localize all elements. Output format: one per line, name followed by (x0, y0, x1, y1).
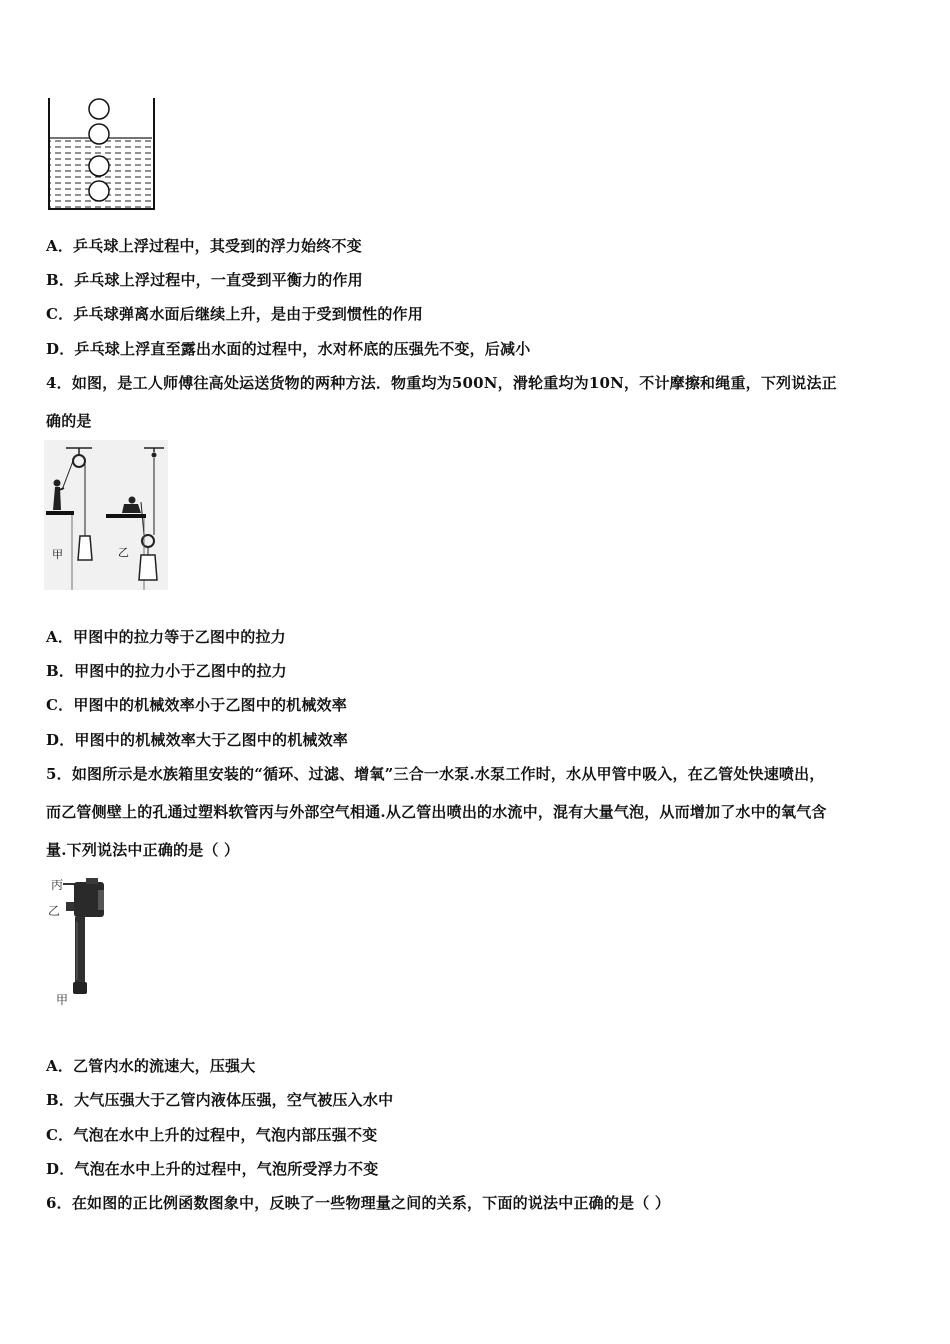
ping-pong-ball (89, 124, 109, 144)
pump-figure (46, 872, 116, 1014)
q4-option-b: B．甲图中的拉力小于乙图中的拉力 (46, 662, 287, 680)
ping-pong-ball (89, 181, 109, 201)
q5-stem-line2: 而乙管侧壁上的孔通过塑料软管丙与外部空气相通.从乙管出喷出的水流中，混有大量气泡，从而增加了水中的氧气含 (46, 803, 827, 821)
label-jia: 甲 (52, 548, 63, 561)
beaker-figure (44, 96, 159, 214)
q5-stem-line1: 5．如图所示是水族箱里安装的“循环、过滤、增氧”三合一水泵.水泵工作时，水从甲管中吸入，在乙管处快速喷出， (46, 765, 825, 783)
q3-option-b: B．乒乓球上浮过程中，一直受到平衡力的作用 (46, 271, 363, 289)
load-bag (78, 536, 92, 560)
pulley-figure (44, 440, 168, 590)
q5-stem-line3: 量.下列说法中正确的是（ ） (46, 841, 240, 859)
label-bing: 丙 (51, 878, 64, 892)
q4-option-d: D．甲图中的机械效率大于乙图中的机械效率 (46, 731, 349, 749)
q4-stem-line2: 确的是 (46, 412, 92, 430)
q4-option-a: A．甲图中的拉力等于乙图中的拉力 (46, 628, 286, 646)
q4-stem-line1: 4．如图，是工人师傅往高处运送货物的两种方法．物重均为500N，滑轮重均为10N，不计摩擦和绳重，下列说法正 (46, 374, 837, 392)
label-yi-pump: 乙 (48, 904, 61, 918)
ping-pong-ball (89, 99, 109, 119)
q3-option-a: A．乒乓球上浮过程中，其受到的浮力始终不变 (46, 237, 362, 255)
label-yi: 乙 (118, 546, 129, 559)
q3-option-d: D．乒乓球上浮直至露出水面的过程中，水对杯底的压强先不变，后减小 (46, 340, 531, 358)
q3-option-c: C．乒乓球弹离水面后继续上升，是由于受到惯性的作用 (46, 305, 423, 323)
q5-option-d: D．气泡在水中上升的过程中，气泡所受浮力不变 (46, 1160, 379, 1178)
q6-stem-line1: 6．在如图的正比例函数图象中，反映了一些物理量之间的关系，下面的说法中正确的是（ ） (46, 1194, 671, 1212)
q4-option-c: C．甲图中的机械效率小于乙图中的机械效率 (46, 696, 347, 714)
label-jia-pump: 甲 (56, 993, 69, 1007)
ping-pong-ball (89, 156, 109, 176)
q5-option-a: A．乙管内水的流速大，压强大 (46, 1057, 256, 1075)
load-bag (139, 555, 157, 580)
q5-option-c: C．气泡在水中上升的过程中，气泡内部压强不变 (46, 1126, 378, 1144)
q5-option-b: B．大气压强大于乙管内液体压强，空气被压入水中 (46, 1091, 394, 1109)
